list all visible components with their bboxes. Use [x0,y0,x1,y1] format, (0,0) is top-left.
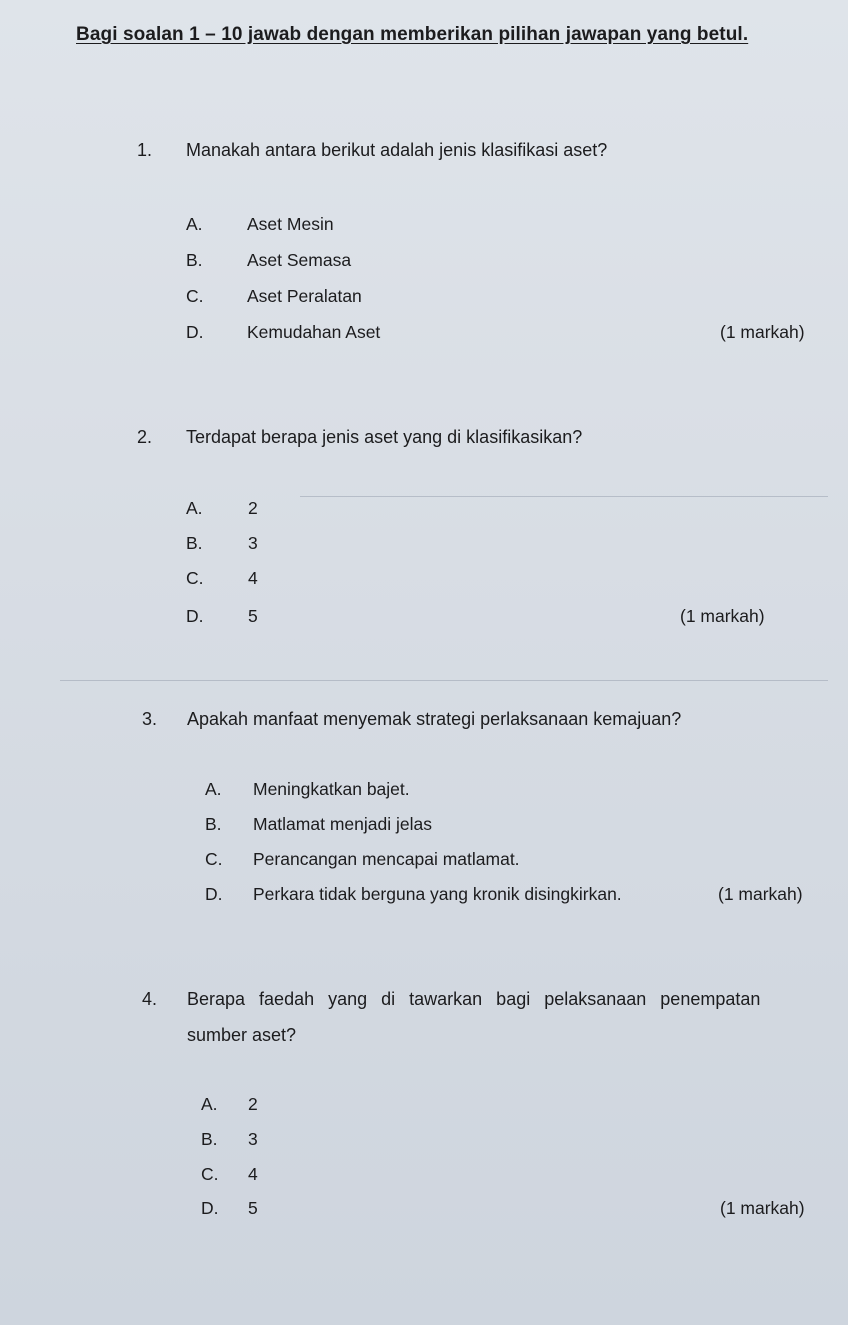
option-text-b: 3 [248,1129,258,1149]
option-letter-c: C. [205,849,223,869]
option-letter-a: A. [201,1094,218,1114]
option-text-c: 4 [248,568,258,588]
option-letter-c: C. [186,286,204,306]
option-text-a: Meningkatkan bajet. [253,779,410,799]
option-text-a: 2 [248,498,258,518]
option-text-b: 3 [248,533,258,553]
option-letter-a: A. [186,498,203,518]
question-text-line-2: sumber aset? [187,1025,297,1045]
option-text-b: Matlamat menjadi jelas [253,814,432,834]
option-letter-c: C. [186,568,204,588]
option-text-c: Aset Peralatan [247,286,362,306]
question-text: Apakah manfaat menyemak strategi perlaksanaan kemajuan? [187,709,682,729]
marks-label: (1 markah) [720,322,805,342]
option-letter-b: B. [201,1129,218,1149]
question-number: 2. [137,427,153,447]
faint-rule-2 [60,680,828,681]
option-letter-b: B. [205,814,222,834]
option-letter-b: B. [186,533,203,553]
question-number: 3. [142,709,158,729]
option-text-b: Aset Semasa [247,250,352,270]
option-text-a: 2 [248,1094,258,1114]
marks-label: (1 markah) [680,606,765,626]
option-letter-a: A. [186,214,203,234]
marks-label: (1 markah) [718,884,803,904]
question-number: 1. [137,140,153,160]
option-text-a: Aset Mesin [247,214,334,234]
option-text-c: Perancangan mencapai matlamat. [253,849,520,869]
option-letter-d: D. [186,606,204,626]
option-letter-b: B. [186,250,203,270]
option-letter-a: A. [205,779,222,799]
option-letter-d: D. [201,1198,219,1218]
faint-rule-1 [300,496,828,497]
option-letter-d: D. [186,322,204,342]
question-number: 4. [142,989,158,1009]
option-text-c: 4 [248,1164,258,1184]
option-letter-c: C. [201,1164,219,1184]
marks-label: (1 markah) [720,1198,805,1218]
question-text: Manakah antara berikut adalah jenis klasifikasi aset? [186,140,608,160]
option-text-d: 5 [248,606,258,626]
option-text-d: Perkara tidak berguna yang kronik disingkirkan. [253,884,622,904]
question-text: Terdapat berapa jenis aset yang di klasifikasikan? [186,427,583,447]
question-text-line-1: Berapa faedah yang di tawarkan bagi pelaksanaan penempatan [187,989,761,1009]
instruction-heading: Bagi soalan 1 – 10 jawab dengan memberikan pilihan jawapan yang betul. [76,24,749,45]
option-text-d: 5 [248,1198,258,1218]
option-text-d: Kemudahan Aset [247,322,381,342]
option-letter-d: D. [205,884,223,904]
